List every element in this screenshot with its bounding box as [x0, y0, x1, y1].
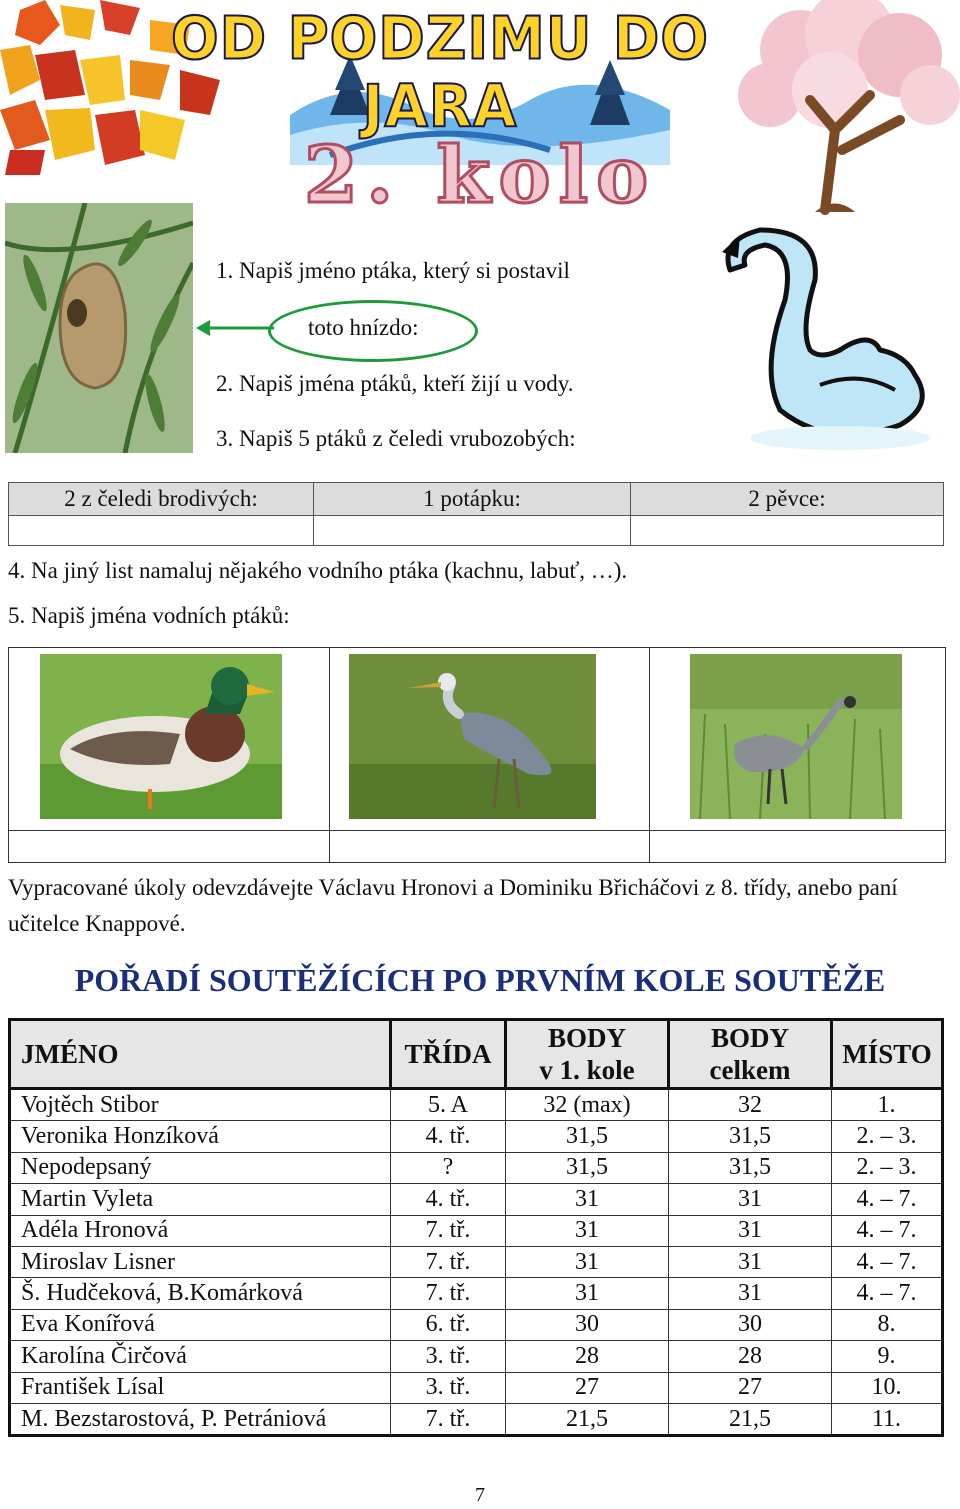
- cell-name: Š. Hudčeková, B.Komárková: [10, 1278, 391, 1309]
- cell-name: Eva Konířová: [10, 1309, 391, 1340]
- cell-name: Nepodepsaný: [10, 1152, 391, 1183]
- cell-place: 8.: [832, 1309, 943, 1340]
- table-row: [10, 1372, 943, 1403]
- header-place: MÍSTO: [832, 1020, 943, 1089]
- cell-name: M. Bezstarostová, P. Petrániová: [10, 1403, 391, 1435]
- cell-class: 7. tř.: [391, 1278, 506, 1309]
- cell-points-total: 27: [669, 1372, 832, 1403]
- cell-points-total: 31: [669, 1278, 832, 1309]
- arrow-left-icon: [196, 318, 276, 338]
- page-number: 7: [475, 1484, 485, 1506]
- cell-place: 2. – 3.: [832, 1152, 943, 1183]
- cell-place: 4. – 7.: [832, 1215, 943, 1246]
- category-grebe: 1 potápku:: [314, 483, 631, 516]
- cell-class: ?: [391, 1152, 506, 1183]
- cell-points-round: 31: [506, 1215, 669, 1246]
- cell-class: 7. tř.: [391, 1246, 506, 1277]
- task-1-line-2: toto hnízdo:: [308, 315, 419, 340]
- cell-points-total: 28: [669, 1341, 832, 1372]
- task-5: 5. Napiš jména vodních ptáků:: [8, 603, 290, 628]
- cell-points-round: 32 (max): [506, 1089, 669, 1121]
- cell-name: Miroslav Lisner: [10, 1246, 391, 1277]
- cell-class: 4. tř.: [391, 1121, 506, 1152]
- cell-place: 4. – 7.: [832, 1184, 943, 1215]
- header-points-round: BODY v 1. kole: [506, 1020, 669, 1089]
- answer-cell[interactable]: [314, 516, 631, 546]
- table-row: [10, 1278, 943, 1309]
- cell-name: Vojtěch Stibor: [10, 1089, 391, 1121]
- cell-place: 4. – 7.: [832, 1278, 943, 1309]
- cell-points-round: 30: [506, 1309, 669, 1340]
- cell-points-total: 31,5: [669, 1152, 832, 1183]
- results-table: [8, 1018, 944, 1437]
- cell-class: 5. A: [391, 1089, 506, 1121]
- mallard-photo: [40, 654, 282, 819]
- cell-name: Adéla Hronová: [10, 1215, 391, 1246]
- heron-photo: [349, 654, 596, 819]
- cell-name: Martin Vyleta: [10, 1184, 391, 1215]
- category-songbirds: 2 pěvce:: [631, 483, 944, 516]
- cell-points-round: 31: [506, 1278, 669, 1309]
- table-row: [10, 1403, 943, 1435]
- table-row: [10, 1309, 943, 1340]
- cell-points-round: 27: [506, 1372, 669, 1403]
- table-row: [10, 1341, 943, 1372]
- page-title: OD PODZIMU DO JARA: [171, 4, 709, 142]
- cell-name: František Lísal: [10, 1372, 391, 1403]
- table-row: [10, 1246, 943, 1277]
- cell-points-total: 31: [669, 1246, 832, 1277]
- answer-cell[interactable]: [651, 832, 943, 860]
- crane-photo: [690, 654, 902, 819]
- ranking-title: POŘADÍ SOUTĚŽÍCÍCH PO PRVNÍM KOLE SOUTĚŽE: [74, 962, 886, 998]
- task-2: 2. Napiš jména ptáků, kteří žijí u vody.: [216, 371, 574, 396]
- cell-class: 3. tř.: [391, 1372, 506, 1403]
- table-row: [10, 1152, 943, 1183]
- cell-place: 10.: [832, 1372, 943, 1403]
- table-row: [10, 1184, 943, 1215]
- task-1-line-1: 1. Napiš jméno ptáka, který si postavil: [216, 258, 570, 283]
- nest-photo: [5, 203, 193, 453]
- cell-place: 4. – 7.: [832, 1246, 943, 1277]
- answer-cell[interactable]: [331, 832, 647, 860]
- table-row: [10, 1121, 943, 1152]
- cell-name: Karolína Čirčová: [10, 1341, 391, 1372]
- blossom-tree-icon: [730, 0, 960, 215]
- cell-points-round: 31: [506, 1246, 669, 1277]
- bird-photo-grid: [8, 647, 946, 863]
- cell-points-total: 21,5: [669, 1403, 832, 1435]
- header-class: TŘÍDA: [391, 1020, 506, 1089]
- table-row: [10, 1089, 943, 1121]
- cell-points-round: 31,5: [506, 1121, 669, 1152]
- task-3: 3. Napiš 5 ptáků z čeledi vrubozobých:: [216, 426, 576, 451]
- cell-points-total: 31: [669, 1184, 832, 1215]
- header-points-total: BODY celkem: [669, 1020, 832, 1089]
- cell-class: 3. tř.: [391, 1341, 506, 1372]
- cell-place: 2. – 3.: [832, 1121, 943, 1152]
- answer-cell[interactable]: [9, 516, 314, 546]
- cell-class: 7. tř.: [391, 1403, 506, 1435]
- cell-points-round: 28: [506, 1341, 669, 1372]
- swan-icon: [700, 210, 940, 460]
- cell-class: 4. tř.: [391, 1184, 506, 1215]
- cell-points-total: 31: [669, 1215, 832, 1246]
- cell-points-round: 31: [506, 1184, 669, 1215]
- submission-note: Vypracované úkoly odevzdávejte Václavu Hronovi a Dominiku Břicháčovi z 8. třídy, anebo paní učitelce Knappové.: [8, 875, 898, 936]
- cell-points-total: 31,5: [669, 1121, 832, 1152]
- cell-name: Veronika Honzíková: [10, 1121, 391, 1152]
- cell-place: 9.: [832, 1341, 943, 1372]
- cell-place: 11.: [832, 1403, 943, 1435]
- answer-cell[interactable]: [631, 516, 944, 546]
- task-4: 4. Na jiný list namaluj nějakého vodního ptáka (kachnu, labuť, …).: [8, 558, 628, 583]
- cell-points-total: 32: [669, 1089, 832, 1121]
- header-name: JMÉNO: [10, 1020, 391, 1089]
- category-table: [8, 482, 944, 546]
- cell-class: 6. tř.: [391, 1309, 506, 1340]
- header-banner: [0, 0, 960, 221]
- category-wading-birds: 2 z čeledi brodivých:: [9, 483, 314, 516]
- round-title: 2. kolo: [303, 130, 657, 221]
- cell-points-round: 21,5: [506, 1403, 669, 1435]
- cell-points-round: 31,5: [506, 1152, 669, 1183]
- cell-points-total: 30: [669, 1309, 832, 1340]
- table-row: [10, 1215, 943, 1246]
- answer-cell[interactable]: [9, 832, 327, 860]
- cell-class: 7. tř.: [391, 1215, 506, 1246]
- cell-place: 1.: [832, 1089, 943, 1121]
